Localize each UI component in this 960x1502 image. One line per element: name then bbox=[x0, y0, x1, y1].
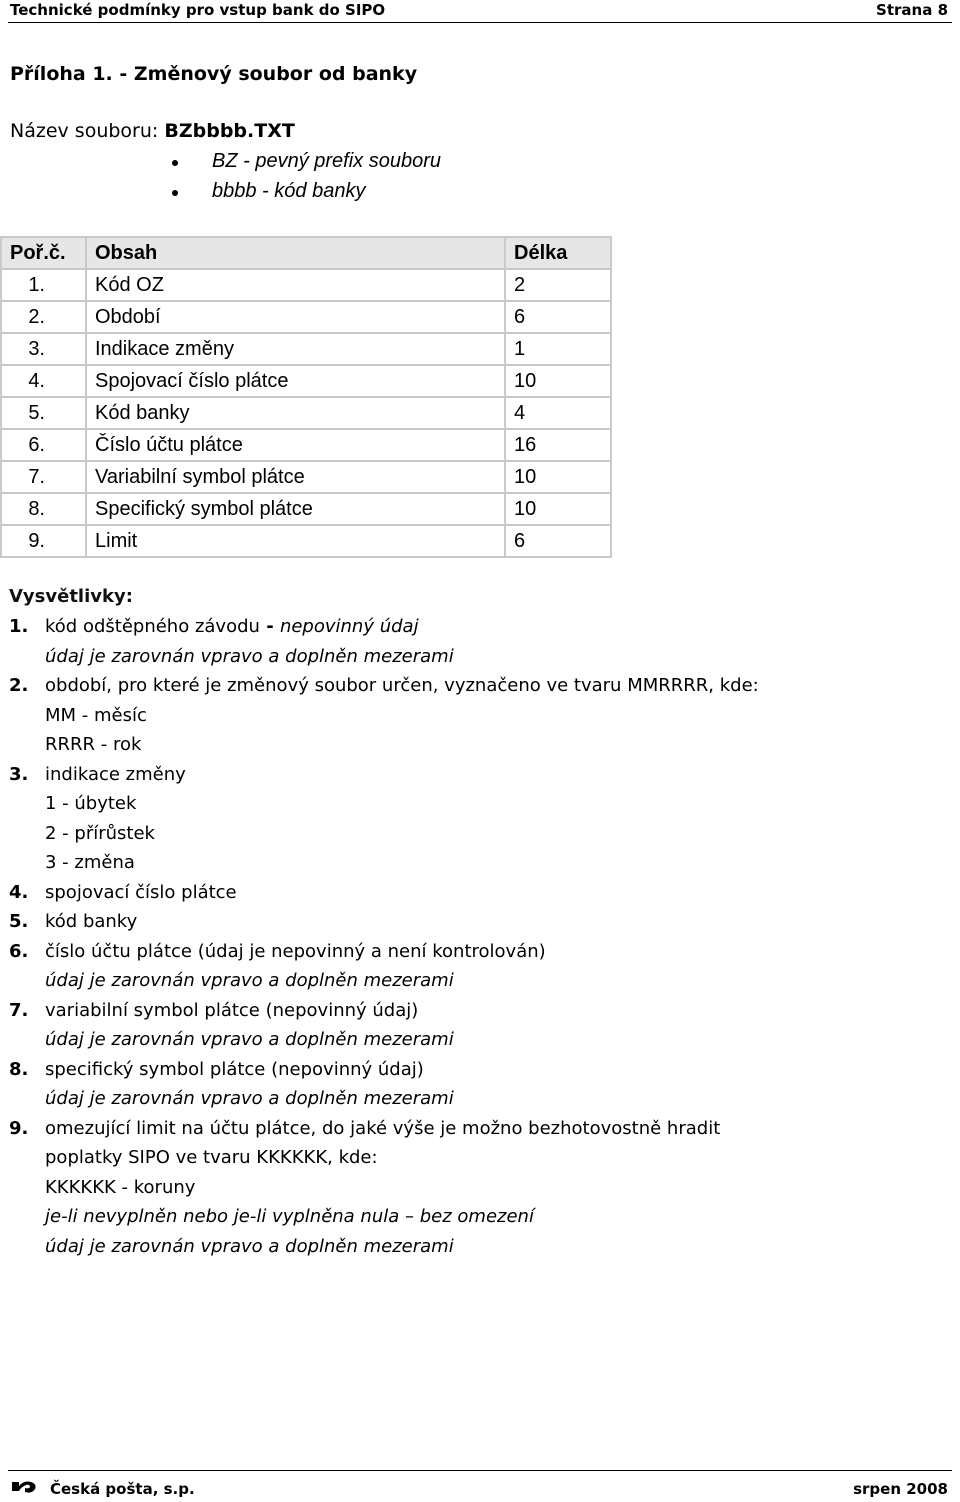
legend-item-text bbox=[45, 1202, 534, 1232]
legend-item-text: KKKKKK - koruny bbox=[45, 1176, 196, 1198]
col-header-length: Délka bbox=[505, 237, 611, 269]
legend-item-text: 2 - přírůstek bbox=[45, 822, 155, 844]
legend-note: údaj je zarovnán vpravo a doplněn mezerami bbox=[45, 1029, 454, 1050]
table-row: 1. Kód OZ 2 bbox=[1, 269, 611, 301]
legend-item-text bbox=[45, 1232, 454, 1262]
page-header bbox=[8, 0, 952, 23]
legend-item-text: indikace změny bbox=[45, 763, 186, 785]
file-name-value: BZbbbb.TXT bbox=[164, 120, 295, 142]
legend-note: údaj je zarovnán vpravo a doplněn mezerami bbox=[45, 970, 454, 991]
legend-item-text: RRRR - rok bbox=[45, 734, 142, 755]
table-header-row bbox=[1, 237, 611, 269]
legend-item-text: MM - měsíc bbox=[45, 704, 147, 726]
posthorn-icon bbox=[10, 1479, 38, 1495]
legend-note: nepovinný údaj bbox=[279, 616, 419, 637]
file-name-line bbox=[10, 120, 295, 142]
legend-item-text: období, pro které je změnový soubor určen, vyznačeno ve tvaru MMRRRR, kde: bbox=[45, 675, 759, 696]
page-footer bbox=[8, 1470, 952, 1499]
legend-item-number: 8. bbox=[9, 1058, 29, 1080]
legend-item-number: 2. bbox=[9, 675, 29, 696]
legend-item-number: 3. bbox=[9, 763, 29, 785]
issue-date: srpen 2008 bbox=[853, 1480, 948, 1498]
fields-table bbox=[0, 236, 612, 558]
legend-note: je-li nevyplněn nebo je-li vyplněna nula – bez omezení bbox=[45, 1206, 534, 1227]
table-row: 3. Indikace změny 1 bbox=[1, 333, 611, 365]
legend-item-text bbox=[45, 1084, 454, 1114]
file-name-label: Název souboru: bbox=[10, 120, 159, 142]
col-header-order: Poř.č. bbox=[1, 237, 86, 269]
table-row: 8. Specifický symbol plátce 10 bbox=[1, 493, 611, 525]
legend-item-text: poplatky SIPO ve tvaru KKKKKK, kde: bbox=[45, 1147, 378, 1168]
legend-note: údaj je zarovnán vpravo a doplněn mezerami bbox=[45, 645, 454, 667]
legend-note: údaj je zarovnán vpravo a doplněn mezerami bbox=[45, 1088, 454, 1109]
legend-item-number: 4. bbox=[9, 881, 29, 903]
legend-note: údaj je zarovnán vpravo a doplněn mezerami bbox=[45, 1235, 454, 1257]
legend-item-number: 1. bbox=[9, 616, 29, 637]
legend-item-text: variabilní symbol plátce (nepovinný údaj) bbox=[45, 999, 419, 1021]
legend-item-text: kód banky bbox=[45, 911, 138, 932]
legend-item-number: 6. bbox=[9, 940, 29, 962]
col-header-content: Obsah bbox=[86, 237, 505, 269]
table-row: 6. Číslo účtu plátce 16 bbox=[1, 429, 611, 461]
legend-item-number: 9. bbox=[9, 1117, 29, 1139]
table-row: 9. Limit 6 bbox=[1, 525, 611, 557]
document-title: Technické podmínky pro vstup bank do SIPO bbox=[10, 1, 386, 19]
legend-item-text bbox=[45, 1025, 454, 1055]
page-number: Strana 8 bbox=[876, 1, 948, 19]
table-row: 7. Variabilní symbol plátce 10 bbox=[1, 461, 611, 493]
table-row: 2. Období 6 bbox=[1, 301, 611, 333]
legend-item-text: omezující limit na účtu plátce, do jaké výše je možno bezhotovostně hradit bbox=[45, 1117, 721, 1139]
legend-item-number: 5. bbox=[9, 911, 29, 932]
legend-item-text: spojovací číslo plátce bbox=[45, 881, 237, 903]
appendix-title: Příloha 1. - Změnový soubor od banky bbox=[10, 63, 418, 85]
legend-item-text bbox=[45, 966, 454, 996]
company-name: Česká pošta, s.p. bbox=[50, 1480, 195, 1498]
legend-item-text: 3 - změna bbox=[45, 852, 135, 873]
table-row: 5. Kód banky 4 bbox=[1, 397, 611, 429]
legend-item-number: 7. bbox=[9, 999, 29, 1021]
table-row: 4. Spojovací číslo plátce 10 bbox=[1, 365, 611, 397]
legend-title: Vysvětlivky: bbox=[9, 586, 133, 607]
legend-item-text: kód odštěpného závodu - nepovinný údaj bbox=[45, 616, 419, 637]
legend-item-text bbox=[45, 642, 454, 672]
legend-item-text: specifický symbol plátce (nepovinný údaj) bbox=[45, 1058, 424, 1080]
bullet-dot-icon bbox=[172, 190, 178, 196]
bullet-dot-icon bbox=[172, 160, 178, 166]
legend-item-text: 1 - úbytek bbox=[45, 793, 137, 814]
legend-item-text: číslo účtu plátce (údaj je nepovinný a není kontrolován) bbox=[45, 940, 546, 962]
